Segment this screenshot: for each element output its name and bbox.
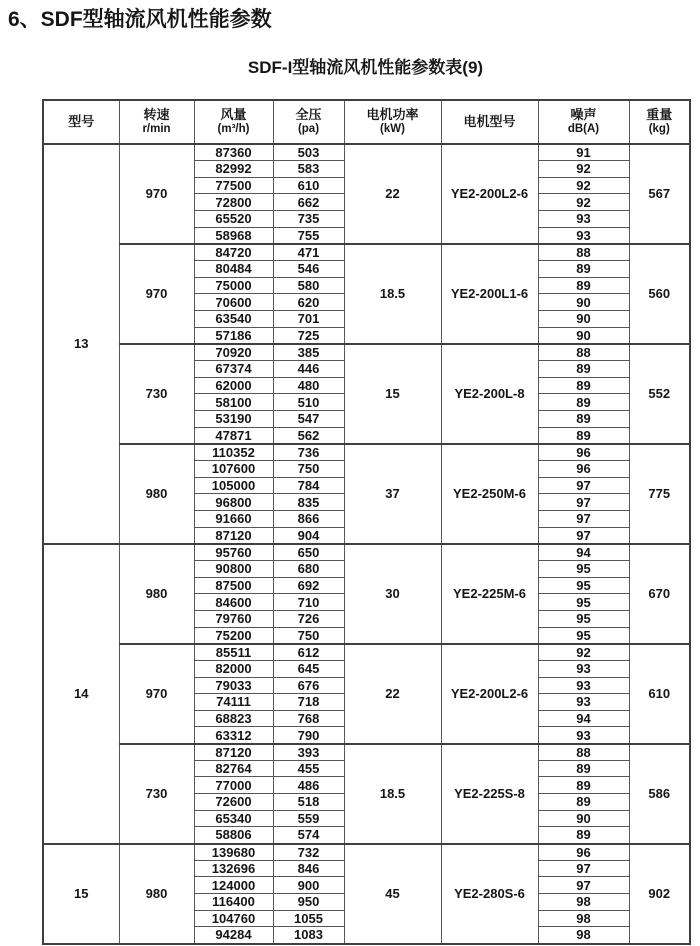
pressure-cell: 736 (273, 444, 344, 461)
pressure-cell: 701 (273, 311, 344, 328)
pressure-cell: 455 (273, 760, 344, 777)
header-row (43, 100, 690, 144)
pressure-cell: 950 (273, 894, 344, 911)
airflow-cell: 85511 (194, 644, 273, 661)
col-header-motor: 电机型号 (441, 100, 538, 144)
speed-cell: 730 (119, 344, 194, 444)
motor-cell: YE2-225S-8 (441, 744, 538, 844)
page-title: 6、SDF型轴流风机性能参数 (8, 8, 272, 31)
power-cell: 22 (344, 644, 441, 744)
airflow-cell: 116400 (194, 894, 273, 911)
noise-cell: 94 (538, 710, 629, 727)
performance-table (42, 99, 691, 945)
noise-cell: 89 (538, 261, 629, 278)
speed-cell: 980 (119, 844, 194, 944)
pressure-cell: 650 (273, 544, 344, 561)
airflow-cell: 94284 (194, 927, 273, 944)
airflow-cell: 47871 (194, 427, 273, 444)
pressure-cell: 692 (273, 577, 344, 594)
table-row (43, 744, 690, 761)
weight-cell: 670 (629, 544, 690, 644)
noise-cell: 97 (538, 527, 629, 544)
noise-cell: 93 (538, 727, 629, 744)
noise-cell: 95 (538, 594, 629, 611)
airflow-cell: 77500 (194, 177, 273, 194)
airflow-cell: 58968 (194, 227, 273, 244)
airflow-cell: 70600 (194, 294, 273, 311)
noise-cell: 91 (538, 144, 629, 161)
noise-cell: 97 (538, 877, 629, 894)
table-row (43, 444, 690, 461)
airflow-cell: 91660 (194, 510, 273, 527)
pressure-cell: 900 (273, 877, 344, 894)
pressure-cell: 866 (273, 510, 344, 527)
pressure-cell: 732 (273, 844, 344, 861)
weight-cell: 775 (629, 444, 690, 544)
weight-cell: 902 (629, 844, 690, 944)
motor-cell: YE2-200L1-6 (441, 244, 538, 344)
table-row (43, 844, 690, 861)
noise-cell: 88 (538, 244, 629, 261)
airflow-cell: 62000 (194, 377, 273, 394)
noise-cell: 95 (538, 627, 629, 644)
speed-cell: 970 (119, 244, 194, 344)
airflow-cell: 79760 (194, 610, 273, 627)
airflow-cell: 87360 (194, 144, 273, 161)
airflow-cell: 65340 (194, 810, 273, 827)
airflow-cell: 77000 (194, 777, 273, 794)
pressure-cell: 755 (273, 227, 344, 244)
noise-cell: 89 (538, 777, 629, 794)
airflow-cell: 72600 (194, 794, 273, 811)
noise-cell: 89 (538, 411, 629, 428)
model-cell: 13 (43, 144, 119, 544)
pressure-cell: 710 (273, 594, 344, 611)
airflow-cell: 139680 (194, 844, 273, 861)
noise-cell: 94 (538, 544, 629, 561)
model-cell: 14 (43, 544, 119, 844)
power-cell: 18.5 (344, 744, 441, 844)
col-header-pressure: 全压 (pa) (273, 100, 344, 144)
noise-cell: 89 (538, 361, 629, 378)
airflow-cell: 90800 (194, 560, 273, 577)
table-row (43, 144, 690, 161)
pressure-cell: 547 (273, 411, 344, 428)
weight-cell: 567 (629, 144, 690, 244)
power-cell: 15 (344, 344, 441, 444)
noise-cell: 89 (538, 377, 629, 394)
airflow-cell: 110352 (194, 444, 273, 461)
pressure-cell: 846 (273, 860, 344, 877)
motor-cell: YE2-280S-6 (441, 844, 538, 944)
noise-cell: 92 (538, 161, 629, 178)
airflow-cell: 79033 (194, 677, 273, 694)
pressure-cell: 562 (273, 427, 344, 444)
airflow-cell: 96800 (194, 494, 273, 511)
noise-cell: 93 (538, 677, 629, 694)
pressure-cell: 546 (273, 261, 344, 278)
pressure-cell: 518 (273, 794, 344, 811)
weight-cell: 560 (629, 244, 690, 344)
col-header-noise: 噪声 dB(A) (538, 100, 629, 144)
pressure-cell: 726 (273, 610, 344, 627)
speed-cell: 980 (119, 544, 194, 644)
airflow-cell: 68823 (194, 710, 273, 727)
airflow-cell: 82000 (194, 660, 273, 677)
airflow-cell: 65520 (194, 211, 273, 228)
noise-cell: 90 (538, 311, 629, 328)
airflow-cell: 82764 (194, 760, 273, 777)
airflow-cell: 84600 (194, 594, 273, 611)
pressure-cell: 574 (273, 827, 344, 844)
table-header (43, 100, 690, 144)
noise-cell: 93 (538, 211, 629, 228)
pressure-cell: 718 (273, 694, 344, 711)
table-title: SDF-I型轴流风机性能参数表(9) (247, 58, 484, 77)
pressure-cell: 503 (273, 144, 344, 161)
airflow-cell: 75200 (194, 627, 273, 644)
noise-cell: 89 (538, 394, 629, 411)
noise-cell: 88 (538, 744, 629, 761)
noise-cell: 92 (538, 194, 629, 211)
power-cell: 22 (344, 144, 441, 244)
motor-cell: YE2-250M-6 (441, 444, 538, 544)
motor-cell: YE2-200L-8 (441, 344, 538, 444)
airflow-cell: 82992 (194, 161, 273, 178)
noise-cell: 93 (538, 227, 629, 244)
noise-cell: 97 (538, 510, 629, 527)
noise-cell: 95 (538, 610, 629, 627)
airflow-cell: 80484 (194, 261, 273, 278)
table-row (43, 344, 690, 361)
pressure-cell: 612 (273, 644, 344, 661)
speed-cell: 970 (119, 644, 194, 744)
airflow-cell: 63312 (194, 727, 273, 744)
noise-cell: 90 (538, 294, 629, 311)
airflow-cell: 63540 (194, 311, 273, 328)
power-cell: 37 (344, 444, 441, 544)
table-row (43, 644, 690, 661)
power-cell: 18.5 (344, 244, 441, 344)
pressure-cell: 735 (273, 211, 344, 228)
speed-cell: 730 (119, 744, 194, 844)
noise-cell: 96 (538, 460, 629, 477)
noise-cell: 97 (538, 494, 629, 511)
airflow-cell: 84720 (194, 244, 273, 261)
pressure-cell: 620 (273, 294, 344, 311)
noise-cell: 92 (538, 644, 629, 661)
weight-cell: 586 (629, 744, 690, 844)
pressure-cell: 676 (273, 677, 344, 694)
pressure-cell: 750 (273, 627, 344, 644)
noise-cell: 96 (538, 844, 629, 861)
noise-cell: 97 (538, 477, 629, 494)
airflow-cell: 104760 (194, 910, 273, 927)
pressure-cell: 680 (273, 560, 344, 577)
airflow-cell: 87120 (194, 527, 273, 544)
power-cell: 30 (344, 544, 441, 644)
pressure-cell: 580 (273, 277, 344, 294)
noise-cell: 95 (538, 560, 629, 577)
noise-cell: 98 (538, 927, 629, 944)
airflow-cell: 57186 (194, 327, 273, 344)
airflow-cell: 124000 (194, 877, 273, 894)
noise-cell: 97 (538, 860, 629, 877)
airflow-cell: 75000 (194, 277, 273, 294)
pressure-cell: 480 (273, 377, 344, 394)
airflow-cell: 58806 (194, 827, 273, 844)
col-header-power: 电机功率 (kW) (344, 100, 441, 144)
noise-cell: 88 (538, 344, 629, 361)
airflow-cell: 107600 (194, 460, 273, 477)
pressure-cell: 750 (273, 460, 344, 477)
airflow-cell: 132696 (194, 860, 273, 877)
pressure-cell: 1083 (273, 927, 344, 944)
pressure-cell: 610 (273, 177, 344, 194)
pressure-cell: 725 (273, 327, 344, 344)
noise-cell: 89 (538, 427, 629, 444)
airflow-cell: 95760 (194, 544, 273, 561)
col-header-airflow: 风量 (m³/h) (194, 100, 273, 144)
pressure-cell: 835 (273, 494, 344, 511)
pressure-cell: 768 (273, 710, 344, 727)
noise-cell: 89 (538, 827, 629, 844)
col-header-speed: 转速 r/min (119, 100, 194, 144)
airflow-cell: 53190 (194, 411, 273, 428)
speed-cell: 970 (119, 144, 194, 244)
motor-cell: YE2-200L2-6 (441, 644, 538, 744)
noise-cell: 92 (538, 177, 629, 194)
model-cell: 15 (43, 844, 119, 944)
weight-cell: 610 (629, 644, 690, 744)
noise-cell: 89 (538, 277, 629, 294)
pressure-cell: 1055 (273, 910, 344, 927)
motor-cell: YE2-225M-6 (441, 544, 538, 644)
noise-cell: 98 (538, 894, 629, 911)
airflow-cell: 58100 (194, 394, 273, 411)
noise-cell: 98 (538, 910, 629, 927)
table-row (43, 244, 690, 261)
noise-cell: 93 (538, 694, 629, 711)
pressure-cell: 662 (273, 194, 344, 211)
noise-cell: 93 (538, 660, 629, 677)
col-header-model: 型号 (43, 100, 119, 144)
table-row (43, 544, 690, 561)
pressure-cell: 559 (273, 810, 344, 827)
pressure-cell: 583 (273, 161, 344, 178)
airflow-cell: 72800 (194, 194, 273, 211)
noise-cell: 90 (538, 327, 629, 344)
pressure-cell: 904 (273, 527, 344, 544)
airflow-cell: 105000 (194, 477, 273, 494)
pressure-cell: 393 (273, 744, 344, 761)
weight-cell: 552 (629, 344, 690, 444)
power-cell: 45 (344, 844, 441, 944)
pressure-cell: 510 (273, 394, 344, 411)
noise-cell: 89 (538, 760, 629, 777)
airflow-cell: 67374 (194, 361, 273, 378)
col-header-weight: 重量 (kg) (629, 100, 690, 144)
noise-cell: 90 (538, 810, 629, 827)
airflow-cell: 70920 (194, 344, 273, 361)
airflow-cell: 74111 (194, 694, 273, 711)
airflow-cell: 87120 (194, 744, 273, 761)
noise-cell: 95 (538, 577, 629, 594)
airflow-cell: 87500 (194, 577, 273, 594)
pressure-cell: 446 (273, 361, 344, 378)
noise-cell: 89 (538, 794, 629, 811)
pressure-cell: 385 (273, 344, 344, 361)
pressure-cell: 645 (273, 660, 344, 677)
pressure-cell: 471 (273, 244, 344, 261)
pressure-cell: 790 (273, 727, 344, 744)
speed-cell: 980 (119, 444, 194, 544)
pressure-cell: 486 (273, 777, 344, 794)
pressure-cell: 784 (273, 477, 344, 494)
motor-cell: YE2-200L2-6 (441, 144, 538, 244)
noise-cell: 96 (538, 444, 629, 461)
table-body (43, 144, 690, 944)
